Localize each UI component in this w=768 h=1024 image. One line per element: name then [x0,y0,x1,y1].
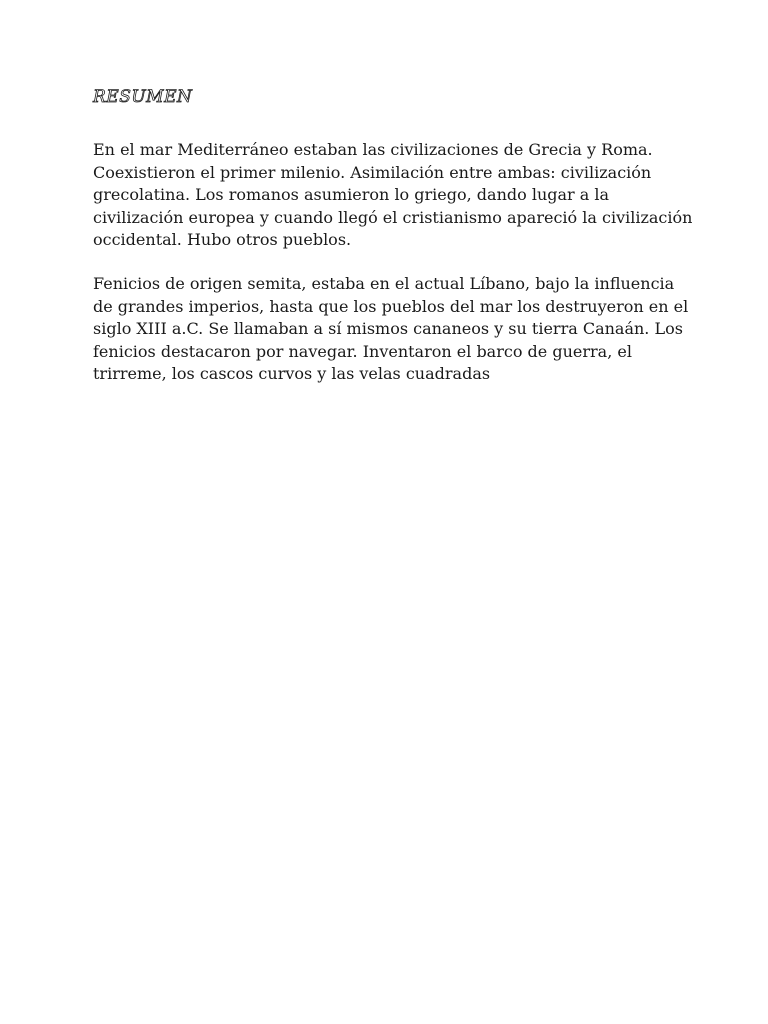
paragraph-line: trirreme, los cascos curvos y las velas cuadradas [93,364,491,383]
paragraph-line: fenicios destacaron por navegar. Inventaron el barco de guerra, el [93,341,632,361]
paragraph-line: civilización europea y cuando llegó el cristianismo apareció la civilización [93,207,693,227]
paragraph [93,273,689,386]
paragraph-line: Fenicios de origen semita, estaba en el actual Líbano, bajo la influencia [93,274,675,293]
paragraph-line: occidental. Hubo otros pueblos. [93,230,352,249]
paragraph-line: En el mar Mediterráneo estaban las civilizaciones de Grecia y Roma. [93,140,653,159]
paragraph-line: siglo XIII a.C. Se llamaban a sí mismos cananeos y su tierra Canaán. Los [93,319,683,338]
paragraph-line: de grandes imperios, hasta que los pueblos del mar los destruyeron en el [93,296,689,316]
paragraph-line: Coexistieron el primer milenio. Asimilación entre ambas: civilización [93,162,652,182]
paragraph [93,139,693,252]
paragraph-line: grecolatina. Los romanos asumieron lo griego, dando lugar a la [93,185,610,204]
document-title: RESUMEN [93,87,193,107]
